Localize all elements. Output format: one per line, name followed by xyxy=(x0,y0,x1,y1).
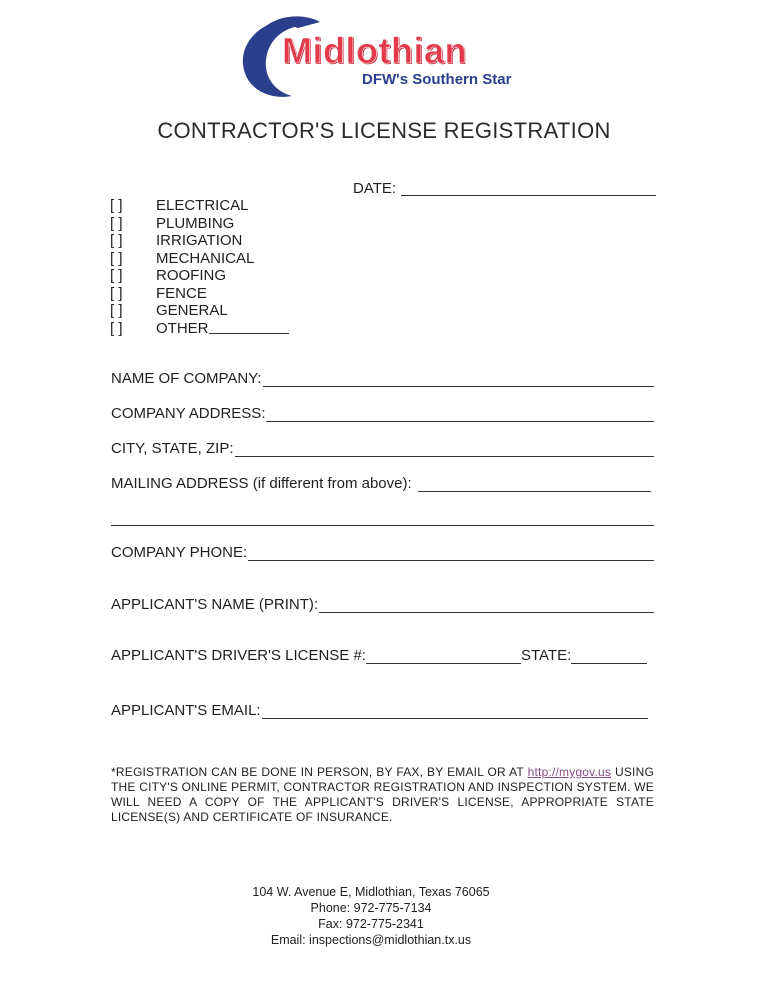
mailing-address-row xyxy=(111,475,651,492)
date-label: DATE: xyxy=(353,180,397,197)
license-type-irrigation[interactable] xyxy=(110,232,289,250)
mygov-link[interactable]: http://mygov.us xyxy=(527,765,612,779)
form-title: CONTRACTOR'S LICENSE REGISTRATION xyxy=(157,118,611,143)
mailing-address-field-line-2[interactable] xyxy=(111,525,654,526)
applicant-email-field[interactable] xyxy=(262,704,648,719)
license-type-plumbing[interactable] xyxy=(110,215,289,233)
license-type-other[interactable] xyxy=(110,320,289,338)
license-type-mechanical[interactable] xyxy=(110,250,289,268)
company-name-field[interactable] xyxy=(263,372,654,387)
footer-address: 104 W. Avenue E, Midlothian, Texas 76065 xyxy=(252,885,490,899)
checkbox[interactable]: [ ] xyxy=(110,214,123,232)
company-address-row xyxy=(111,405,654,422)
logo-wordmark: Midlothian xyxy=(282,30,467,71)
applicant-name-label: APPLICANT'S NAME (PRINT): xyxy=(111,596,319,613)
mailing-address-field[interactable] xyxy=(418,477,651,492)
applicant-email-row xyxy=(111,702,648,719)
checkbox[interactable]: [ ] xyxy=(110,284,123,302)
applicant-email-label: APPLICANT'S EMAIL: xyxy=(111,702,261,719)
company-address-field[interactable] xyxy=(266,407,654,422)
state-label: STATE: xyxy=(520,647,572,664)
drivers-license-field[interactable] xyxy=(366,649,521,664)
license-type-label: GENERAL xyxy=(156,302,228,319)
license-type-label: MECHANICAL xyxy=(156,249,255,267)
note-text-end: USING THE CITY'S ONLINE PERMIT, CONTRACTOR REGISTRATION AND INSPECTION SYSTEM. WE WILL NEED A COPY OF THE APPLICANT'S DRIVER'S LICENSE, APPROPRIATE STATE LICENSE(S) AND CERTIFICATE OF INSURANCE. xyxy=(111,765,654,824)
license-type-label: ROOFING xyxy=(156,267,226,284)
logo-tagline: DFW's Southern Star xyxy=(362,71,512,88)
company-phone-row xyxy=(111,544,654,561)
license-type-label: PLUMBING xyxy=(156,214,235,232)
company-phone-label: COMPANY PHONE: xyxy=(111,544,248,561)
company-name-row xyxy=(111,370,654,387)
city-state-zip-label: CITY, STATE, ZIP: xyxy=(111,440,234,457)
company-name-label: NAME OF COMPANY: xyxy=(111,370,262,387)
registration-note xyxy=(111,765,654,825)
city-state-zip-field[interactable] xyxy=(235,442,654,457)
other-specify-field[interactable] xyxy=(209,320,289,334)
license-type-label: IRRIGATION xyxy=(156,232,243,249)
drivers-license-label: APPLICANT'S DRIVER'S LICENSE #: xyxy=(111,647,366,664)
checkbox[interactable]: [ ] xyxy=(110,197,123,214)
company-phone-field[interactable] xyxy=(248,546,654,561)
license-type-electrical[interactable] xyxy=(110,197,289,215)
footer-email: Email: inspections@midlothian.tx.us xyxy=(270,933,472,947)
license-type-roofing[interactable] xyxy=(110,267,289,285)
license-type-checklist xyxy=(110,197,289,337)
note-text-start: *REGISTRATION CAN BE DONE IN PERSON, BY FAX, BY EMAIL OR AT xyxy=(111,765,528,779)
footer-phone: Phone: 972-775-7134 xyxy=(310,901,432,915)
date-field[interactable] xyxy=(401,195,656,196)
checkbox[interactable]: [ ] xyxy=(110,267,123,284)
checkbox[interactable]: [ ] xyxy=(110,249,123,267)
drivers-license-row xyxy=(111,647,647,664)
license-type-fence[interactable] xyxy=(110,285,289,303)
license-type-label: OTHER xyxy=(156,319,209,337)
company-address-label: COMPANY ADDRESS: xyxy=(111,405,266,422)
checkbox[interactable]: [ ] xyxy=(110,319,123,337)
contact-footer xyxy=(0,884,742,948)
footer-fax: Fax: 972-775-2341 xyxy=(318,917,424,931)
license-type-general[interactable] xyxy=(110,302,289,320)
state-field[interactable] xyxy=(571,649,647,664)
mailing-address-label: MAILING ADDRESS (if different from above): xyxy=(111,475,412,492)
applicant-name-field[interactable] xyxy=(319,598,654,613)
license-type-label: ELECTRICAL xyxy=(156,197,249,214)
license-type-label: FENCE xyxy=(156,284,207,302)
checkbox[interactable]: [ ] xyxy=(110,302,123,319)
city-state-zip-row xyxy=(111,440,654,457)
checkbox[interactable]: [ ] xyxy=(110,232,123,249)
applicant-name-row xyxy=(111,596,654,613)
